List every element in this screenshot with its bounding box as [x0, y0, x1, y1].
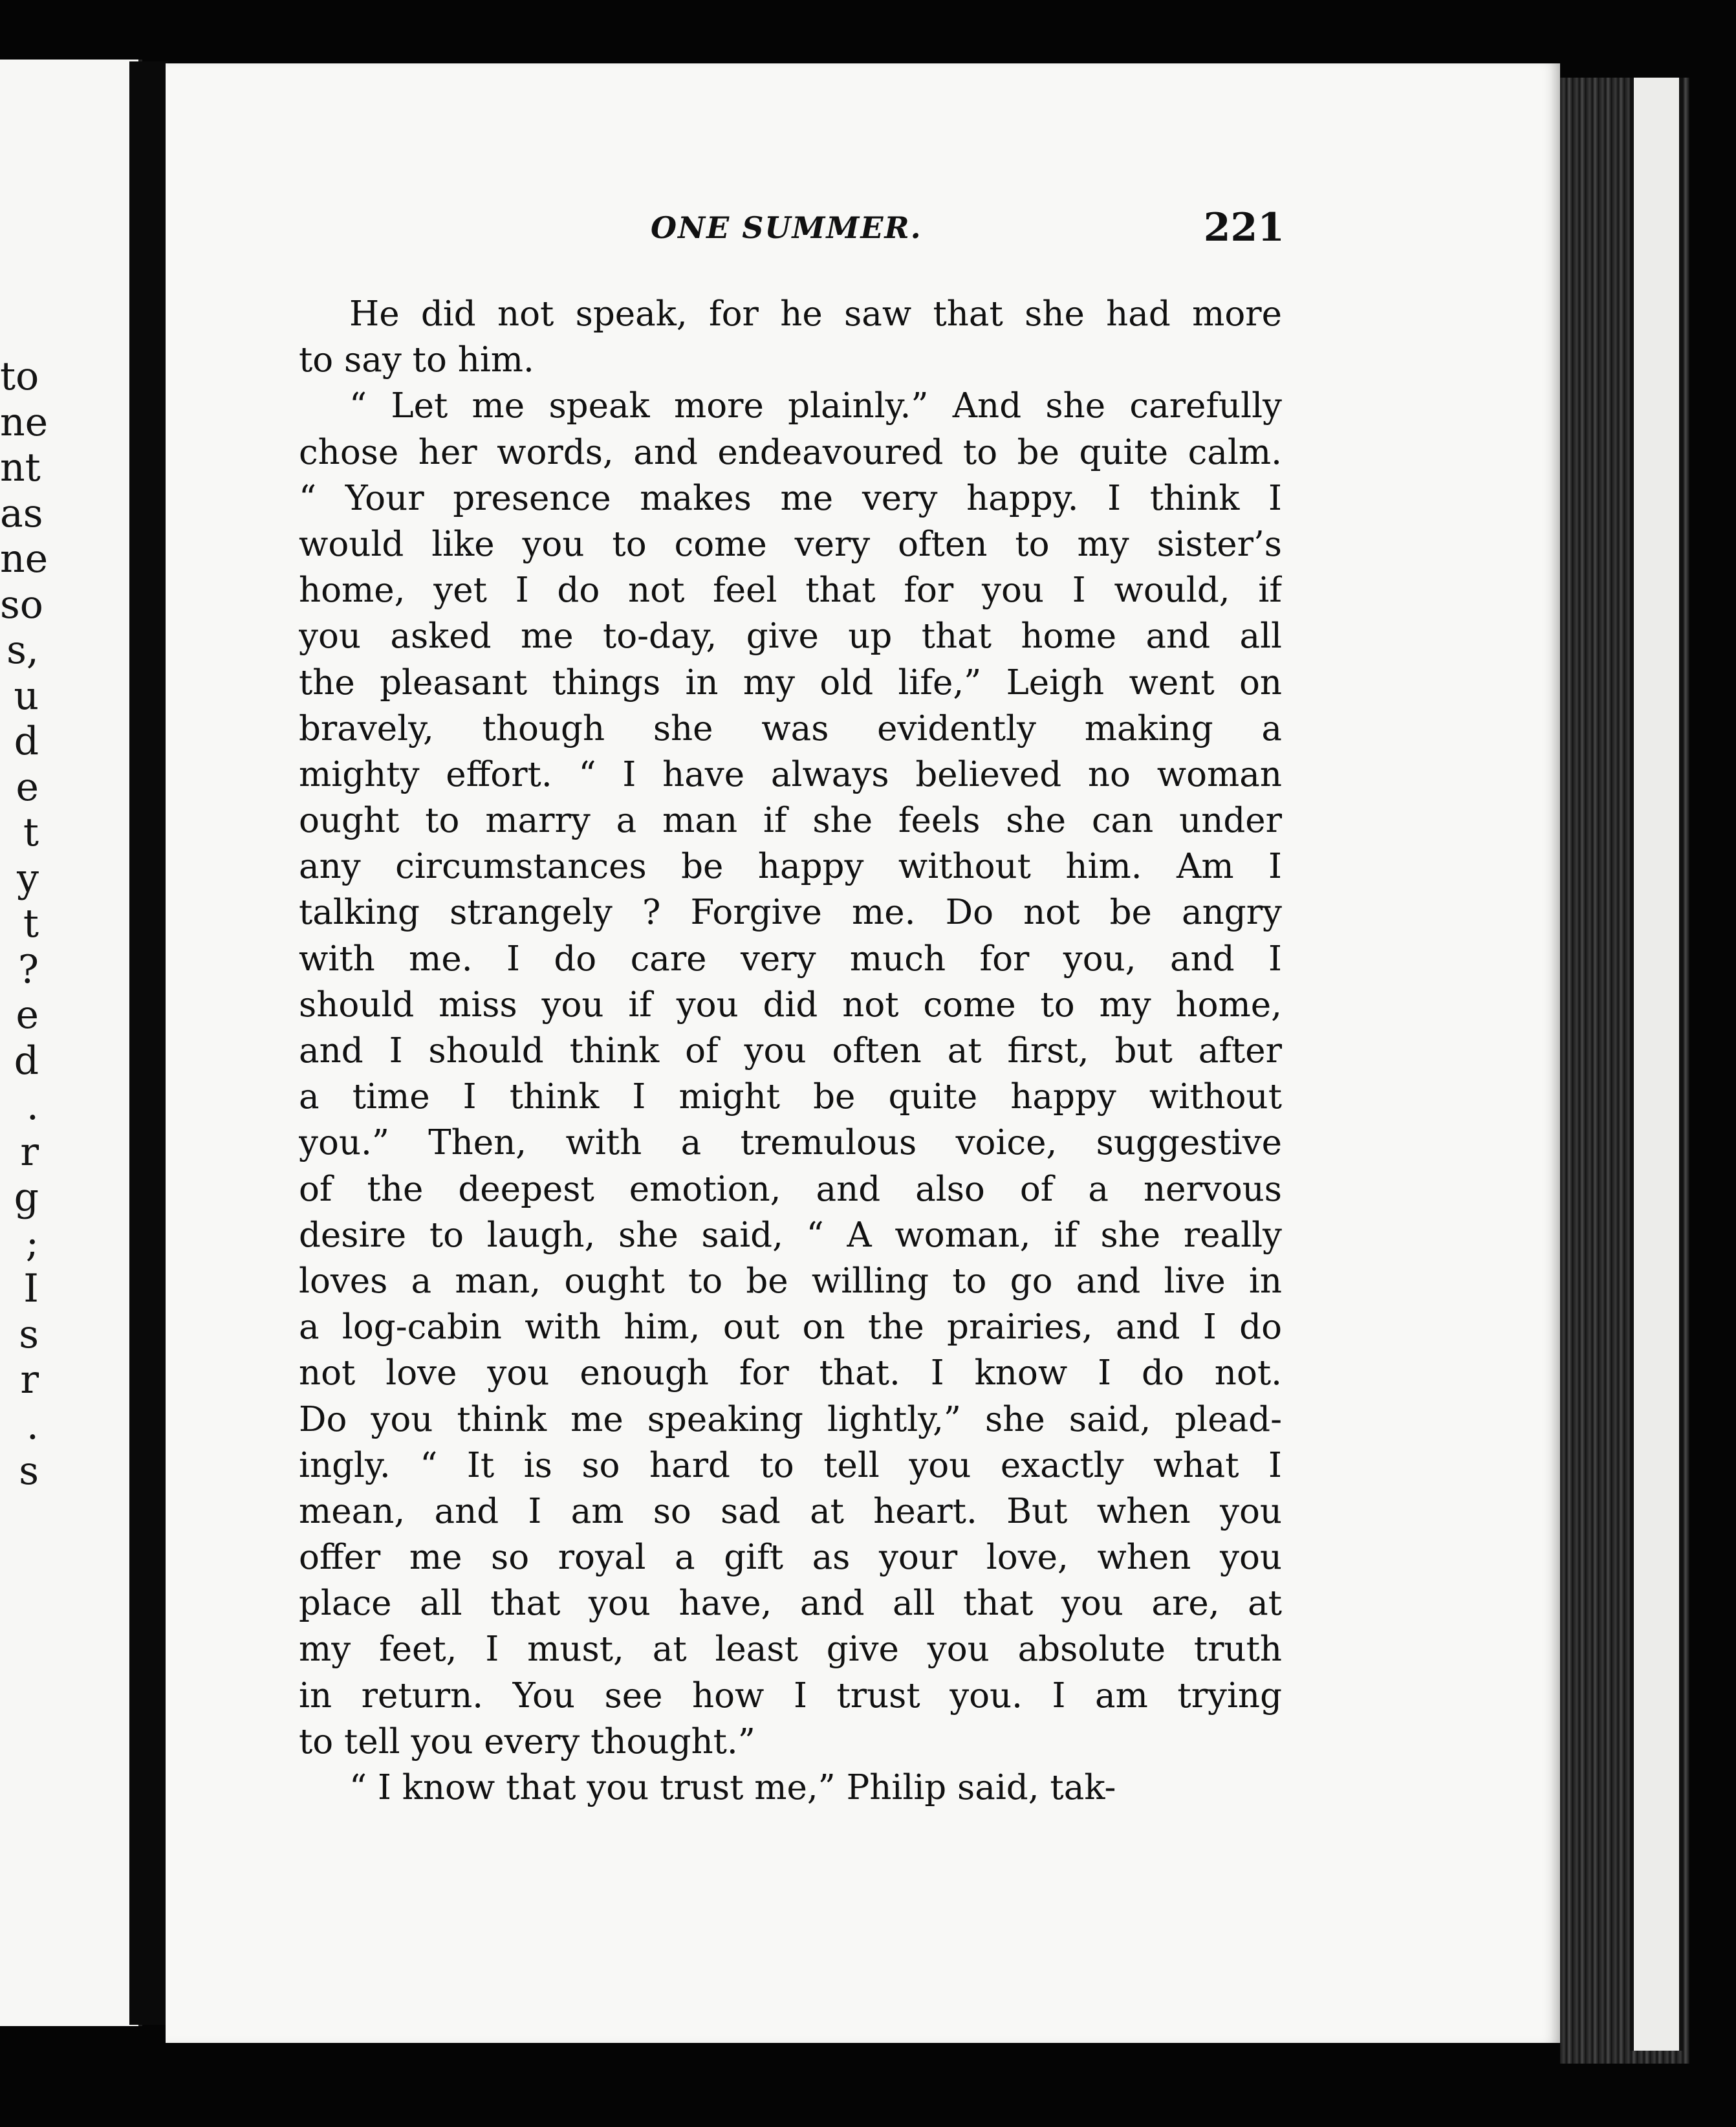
text-line: “ I know that you trust me,” Philip said, tak-	[349, 1768, 1116, 1807]
fragment: e	[16, 992, 39, 1038]
fragment: r	[20, 1129, 39, 1175]
fragment: t	[23, 901, 39, 946]
text-line: a log-cabin with him, out on the prairies, and I do	[299, 1307, 1282, 1347]
text-line: ingly. “ It is so hard to tell you exactly what I	[299, 1445, 1282, 1485]
fragment: e	[16, 764, 39, 810]
fragment: r	[20, 1357, 39, 1402]
page-number: 221	[1203, 205, 1285, 250]
text-line: “ Let me speak more plainly.” And she carefully	[349, 386, 1282, 426]
fragment: d	[14, 1038, 39, 1084]
page-header	[301, 205, 1285, 262]
running-title: ONE SUMMER.	[651, 210, 922, 245]
text-line: talking strangely ? Forgive me. Do not be angry	[299, 893, 1282, 933]
facing-page-text-fragments	[0, 354, 49, 1494]
body-text	[299, 291, 1282, 1811]
fragment: as	[0, 490, 43, 536]
text-line: place all that you have, and all that you are, at	[299, 1584, 1282, 1624]
text-line: would like you to come very often to my sister’s	[299, 524, 1282, 564]
fragment: s	[19, 1448, 39, 1494]
text-line: to say to him.	[299, 340, 534, 380]
fragment: ne	[0, 399, 49, 445]
fragment: nt	[0, 445, 41, 490]
fragment: u	[14, 673, 39, 719]
text-line: any circumstances be happy without him. Am I	[299, 847, 1282, 887]
text-line: and I should think of you often at first, but after	[299, 1031, 1282, 1071]
text-line: mighty effort. “ I have always believed no woman	[299, 754, 1282, 794]
book-gutter	[129, 61, 168, 2025]
fragment: .	[26, 1402, 39, 1448]
facing-page	[0, 60, 142, 2026]
text-line: He did not speak, for he saw that she had more	[349, 294, 1282, 334]
fragment: d	[14, 719, 39, 764]
fragment: .	[26, 1084, 39, 1129]
text-line: bravely, though she was evidently making a	[299, 708, 1282, 748]
fragment: t	[23, 810, 39, 855]
text-line: desire to laugh, she said, “ A woman, if she really	[299, 1215, 1282, 1255]
text-line: to tell you every thought.”	[299, 1721, 755, 1762]
text-line: a time I think I might be quite happy without	[299, 1077, 1282, 1117]
text-line: you asked me to-day, give up that home and all	[299, 616, 1282, 657]
text-line: my feet, I must, at least give you absolute truth	[299, 1630, 1282, 1670]
text-line: Do you think me speaking lightly,” she said, plead-	[299, 1399, 1282, 1439]
fragment: ?	[17, 946, 39, 992]
fragment: g	[14, 1175, 39, 1220]
fragment: y	[17, 855, 39, 901]
text-line: mean, and I am so sad at heart. But when you	[299, 1491, 1282, 1531]
text-line: not love you enough for that. I know I do not.	[299, 1353, 1282, 1393]
fragment: s	[19, 1311, 39, 1357]
fragment: so	[0, 582, 43, 627]
text-line: offer me so royal a gift as your love, when you	[299, 1538, 1282, 1578]
fragment: I	[23, 1266, 39, 1311]
text-line: the pleasant things in my old life,” Leigh went on	[299, 662, 1282, 703]
fragment: to	[0, 354, 39, 399]
text-line: loves a man, ought to be willing to go and live in	[299, 1261, 1282, 1301]
text-line: “ Your presence makes me very happy. I think I	[299, 478, 1282, 518]
text-line: in return. You see how I trust you. I am trying	[299, 1675, 1282, 1716]
text-line: of the deepest emotion, and also of a nervous	[299, 1169, 1282, 1209]
fragment: s,	[6, 627, 39, 673]
page-edge-strip	[1630, 78, 1683, 2051]
text-line: home, yet I do not feel that for you I would, if	[299, 571, 1282, 611]
text-line: you.” Then, with a tremulous voice, suggestive	[299, 1123, 1282, 1163]
fragment: ;	[25, 1220, 39, 1266]
text-line: should miss you if you did not come to my home,	[299, 985, 1282, 1025]
text-line: chose her words, and endeavoured to be quite calm.	[299, 432, 1282, 472]
fragment: ne	[0, 536, 49, 582]
text-line: with me. I do care very much for you, and I	[299, 939, 1282, 979]
text-line: ought to marry a man if she feels she can under	[299, 801, 1282, 841]
